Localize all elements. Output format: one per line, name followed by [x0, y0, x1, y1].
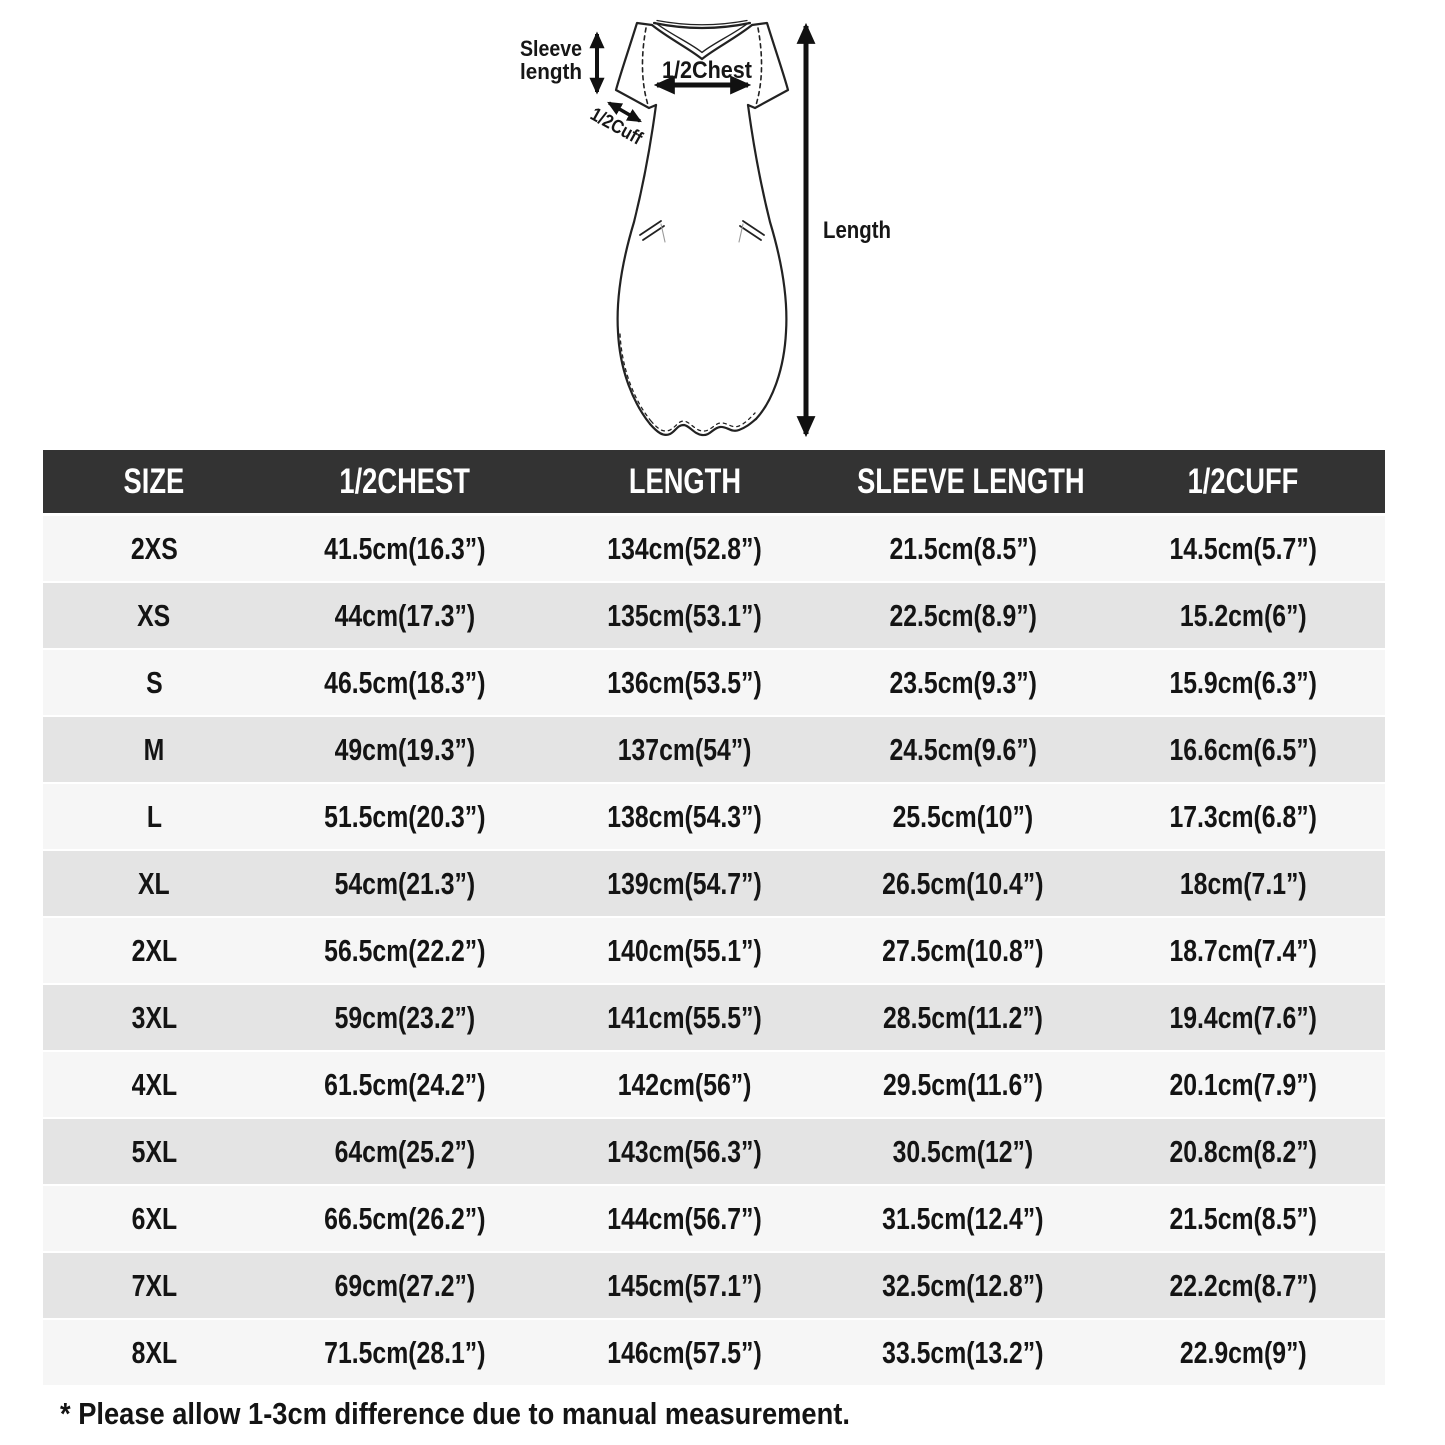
- collar-back-inner: [657, 21, 747, 25]
- table-cell: 18.7cm(7.4”): [1101, 918, 1385, 985]
- table-cell: 23.5cm(9.3”): [825, 650, 1101, 717]
- table-cell: 21.5cm(8.5”): [1101, 1186, 1385, 1253]
- length-label: Length: [823, 217, 891, 244]
- table-row: [43, 1253, 1385, 1320]
- left-armhole-seam: [642, 28, 648, 105]
- table-cell: 59cm(23.2”): [265, 985, 545, 1052]
- table-cell: 66.5cm(26.2”): [265, 1186, 545, 1253]
- table-cell: 17.3cm(6.8”): [1101, 784, 1385, 851]
- table-cell: 138cm(54.3”): [545, 784, 825, 851]
- header-cell-sleeve-length: SLEEVE LENGTH: [825, 450, 1101, 516]
- body-right-side: [748, 105, 786, 419]
- header-cell-size: SIZE: [43, 450, 265, 516]
- size-table-body: [43, 516, 1385, 1387]
- right-pocket-welt: [740, 221, 764, 240]
- half-chest-label: 1/2Chest: [662, 57, 753, 84]
- header-cell-length: LENGTH: [545, 450, 825, 516]
- table-row: [43, 717, 1385, 784]
- table-cell: 25.5cm(10”): [825, 784, 1101, 851]
- table-row: [43, 985, 1385, 1052]
- table-cell: 44cm(17.3”): [265, 583, 545, 650]
- table-cell: 134cm(52.8”): [545, 516, 825, 583]
- table-cell: 136cm(53.5”): [545, 650, 825, 717]
- table-cell: 21.5cm(8.5”): [825, 516, 1101, 583]
- measurement-arrows: [597, 26, 806, 434]
- table-cell: 49cm(19.3”): [265, 717, 545, 784]
- table-cell: 33.5cm(13.2”): [825, 1320, 1101, 1387]
- table-cell: 29.5cm(11.6”): [825, 1052, 1101, 1119]
- table-cell: 3XL: [43, 985, 265, 1052]
- table-row: [43, 1320, 1385, 1387]
- table-cell: 54cm(21.3”): [265, 851, 545, 918]
- table-cell: 142cm(56”): [545, 1052, 825, 1119]
- table-cell: 146cm(57.5”): [545, 1320, 825, 1387]
- table-cell: 2XS: [43, 516, 265, 583]
- table-cell: 18cm(7.1”): [1101, 851, 1385, 918]
- table-cell: S: [43, 650, 265, 717]
- table-cell: 64cm(25.2”): [265, 1119, 545, 1186]
- table-row: [43, 516, 1385, 583]
- table-cell: 15.2cm(6”): [1101, 583, 1385, 650]
- table-cell: 41.5cm(16.3”): [265, 516, 545, 583]
- table-cell: 139cm(54.7”): [545, 851, 825, 918]
- table-row: [43, 851, 1385, 918]
- table-cell: 6XL: [43, 1186, 265, 1253]
- collar-back-outer: [654, 23, 750, 28]
- table-cell: L: [43, 784, 265, 851]
- table-cell: 27.5cm(10.8”): [825, 918, 1101, 985]
- table-cell: 71.5cm(28.1”): [265, 1320, 545, 1387]
- table-cell: 137cm(54”): [545, 717, 825, 784]
- table-cell: 61.5cm(24.2”): [265, 1052, 545, 1119]
- table-cell: XL: [43, 851, 265, 918]
- body-left-side: [618, 105, 656, 424]
- table-row: [43, 784, 1385, 851]
- table-cell: 141cm(55.5”): [545, 985, 825, 1052]
- table-row: [43, 1186, 1385, 1253]
- half-cuff-label: 1/2Cuff: [586, 104, 654, 154]
- table-header-row: [43, 450, 1385, 516]
- table-cell: 19.4cm(7.6”): [1101, 985, 1385, 1052]
- table-cell: 15.9cm(6.3”): [1101, 650, 1385, 717]
- table-cell: 24.5cm(9.6”): [825, 717, 1101, 784]
- table-cell: 144cm(56.7”): [545, 1186, 825, 1253]
- table-cell: 8XL: [43, 1320, 265, 1387]
- table-cell: 145cm(57.1”): [545, 1253, 825, 1320]
- table-cell: 14.5cm(5.7”): [1101, 516, 1385, 583]
- table-cell: XS: [43, 583, 265, 650]
- sleeve-length-label-line2: length: [520, 59, 582, 84]
- table-cell: 135cm(53.1”): [545, 583, 825, 650]
- header-cell-half-cuff: 1/2CUFF: [1101, 450, 1385, 516]
- size-table: [43, 450, 1385, 1387]
- table-cell: 32.5cm(12.8”): [825, 1253, 1101, 1320]
- hem-stitch: [620, 334, 755, 431]
- table-cell: 26.5cm(10.4”): [825, 851, 1101, 918]
- table-cell: 2XL: [43, 918, 265, 985]
- table-cell: 31.5cm(12.4”): [825, 1186, 1101, 1253]
- table-cell: 5XL: [43, 1119, 265, 1186]
- table-cell: 7XL: [43, 1253, 265, 1320]
- table-cell: 69cm(27.2”): [265, 1253, 545, 1320]
- header-cell-half-chest: 1/2CHEST: [265, 450, 545, 516]
- right-sleeve: [748, 23, 788, 108]
- table-cell: 56.5cm(22.2”): [265, 918, 545, 985]
- table-cell: 22.5cm(8.9”): [825, 583, 1101, 650]
- sleeve-length-label-line1: Sleeve: [520, 36, 582, 61]
- table-cell: 20.8cm(8.2”): [1101, 1119, 1385, 1186]
- table-row: [43, 1052, 1385, 1119]
- hem: [650, 419, 756, 435]
- table-cell: M: [43, 717, 265, 784]
- table-cell: 22.2cm(8.7”): [1101, 1253, 1385, 1320]
- measurement-footnote: * Please allow 1-3cm difference due to manual measurement.: [60, 1396, 850, 1431]
- table-cell: 20.1cm(7.9”): [1101, 1052, 1385, 1119]
- table-row: [43, 583, 1385, 650]
- table-cell: 143cm(56.3”): [545, 1119, 825, 1186]
- table-cell: 4XL: [43, 1052, 265, 1119]
- table-row: [43, 650, 1385, 717]
- table-cell: 16.6cm(6.5”): [1101, 717, 1385, 784]
- table-cell: 51.5cm(20.3”): [265, 784, 545, 851]
- table-cell: 22.9cm(9”): [1101, 1320, 1385, 1387]
- right-armhole-seam: [756, 28, 762, 105]
- table-row: [43, 1119, 1385, 1186]
- left-sleeve: [616, 23, 656, 108]
- table-cell: 46.5cm(18.3”): [265, 650, 545, 717]
- table-cell: 28.5cm(11.2”): [825, 985, 1101, 1052]
- dress-measurement-diagram: [0, 0, 1445, 452]
- left-pocket-welt: [640, 221, 664, 240]
- table-row: [43, 918, 1385, 985]
- table-cell: 30.5cm(12”): [825, 1119, 1101, 1186]
- table-cell: 140cm(55.1”): [545, 918, 825, 985]
